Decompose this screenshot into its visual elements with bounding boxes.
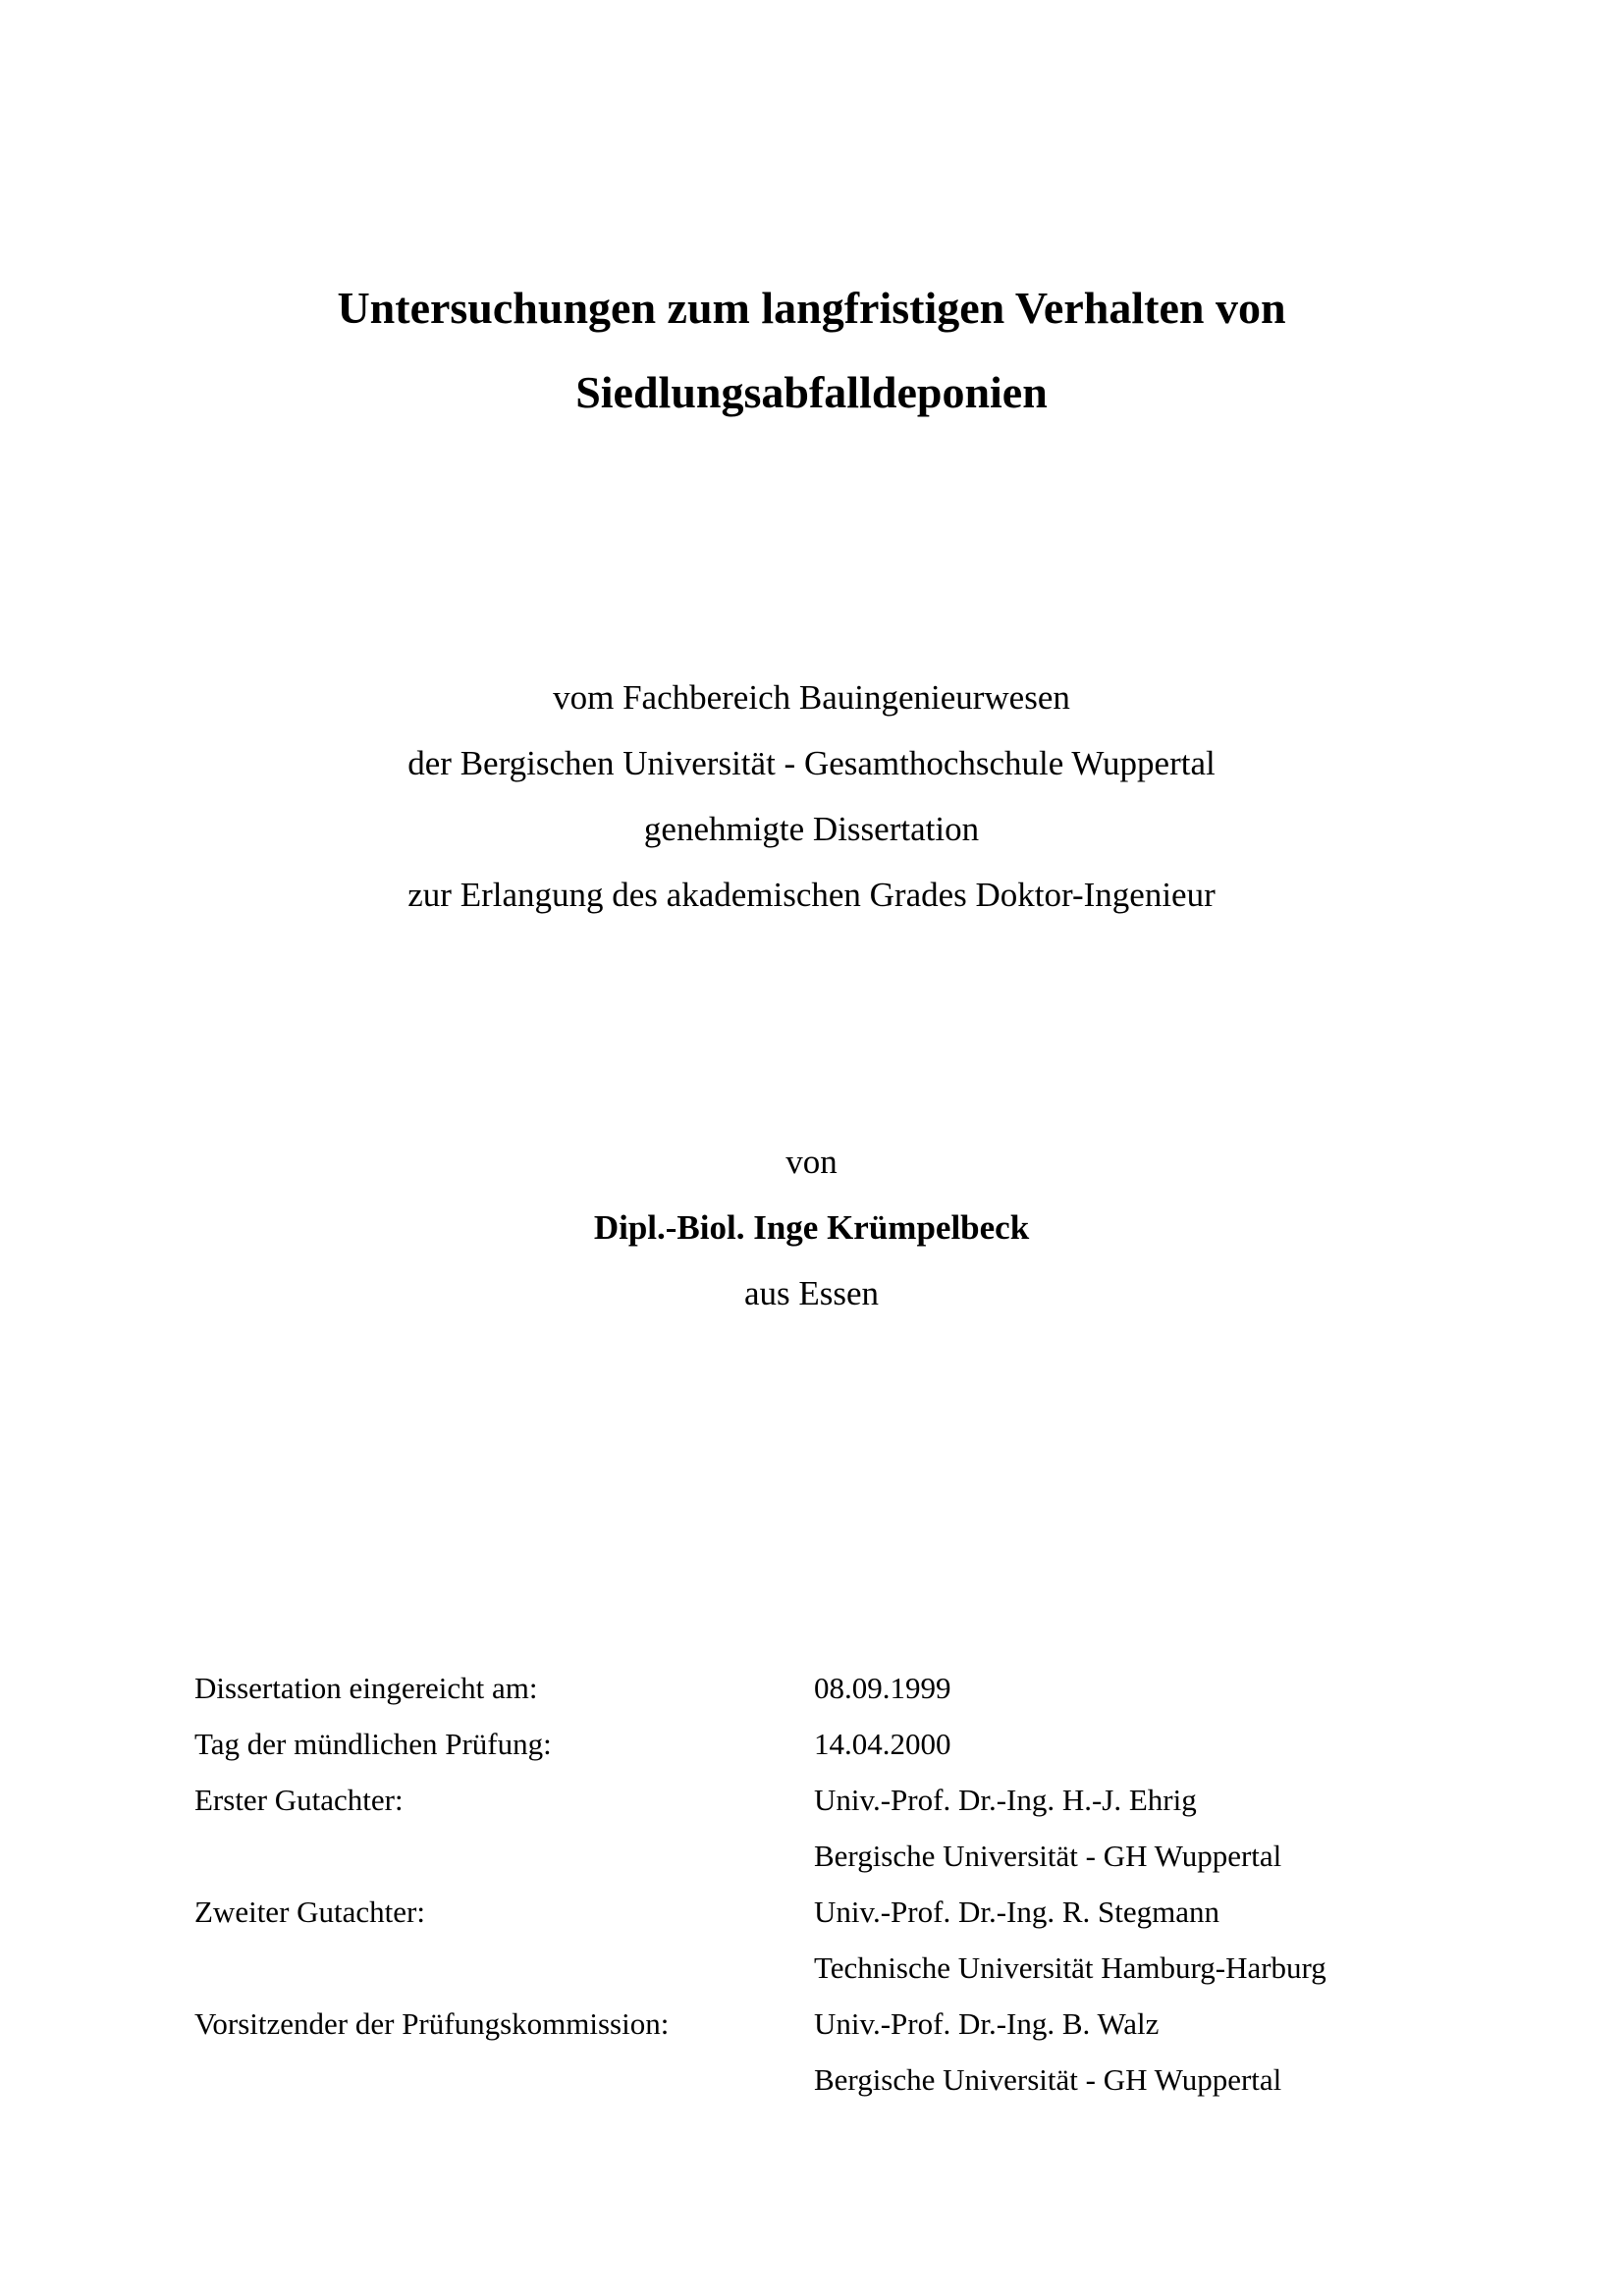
subtitle-line-4: zur Erlangung des akademischen Grades Doktor-Ingenieur <box>407 876 1216 914</box>
subtitle-line-1: vom Fachbereich Bauingenieurwesen <box>553 678 1070 717</box>
submitted-date: 08.09.1999 <box>814 1671 951 1705</box>
subtitle-line-3: genehmigte Dissertation <box>643 810 980 848</box>
oral-exam-date: 14.04.2000 <box>814 1727 951 1761</box>
submitted-label: Dissertation eingereicht am: <box>194 1671 538 1705</box>
second-reviewer-name: Univ.-Prof. Dr.-Ing. R. Stegmann <box>814 1895 1220 1929</box>
committee-chair-label: Vorsitzender der Prüfungskommission: <box>194 2006 670 2041</box>
first-reviewer-label: Erster Gutachter: <box>194 1783 404 1817</box>
committee-chair-name: Univ.-Prof. Dr.-Ing. B. Walz <box>814 2006 1160 2041</box>
author-prefix: von <box>785 1143 838 1181</box>
second-reviewer-affiliation: Technische Universität Hamburg-Harburg <box>814 1950 1326 1985</box>
second-reviewer-label: Zweiter Gutachter: <box>194 1895 425 1929</box>
first-reviewer-name: Univ.-Prof. Dr.-Ing. H.-J. Ehrig <box>814 1783 1197 1817</box>
committee-chair-affiliation: Bergische Universität - GH Wuppertal <box>814 2062 1282 2097</box>
first-reviewer-affiliation: Bergische Universität - GH Wuppertal <box>814 1839 1282 1873</box>
title-line-2: Siedlungsabfalldeponien <box>575 367 1048 417</box>
title-line-1: Untersuchungen zum langfristigen Verhalten von <box>337 283 1286 333</box>
author-origin: aus Essen <box>743 1274 880 1312</box>
subtitle-line-2: der Bergischen Universität - Gesamthochschule Wuppertal <box>407 744 1216 782</box>
author-name: Dipl.-Biol. Inge Krümpelbeck <box>593 1208 1030 1247</box>
oral-exam-label: Tag der mündlichen Prüfung: <box>194 1727 552 1761</box>
